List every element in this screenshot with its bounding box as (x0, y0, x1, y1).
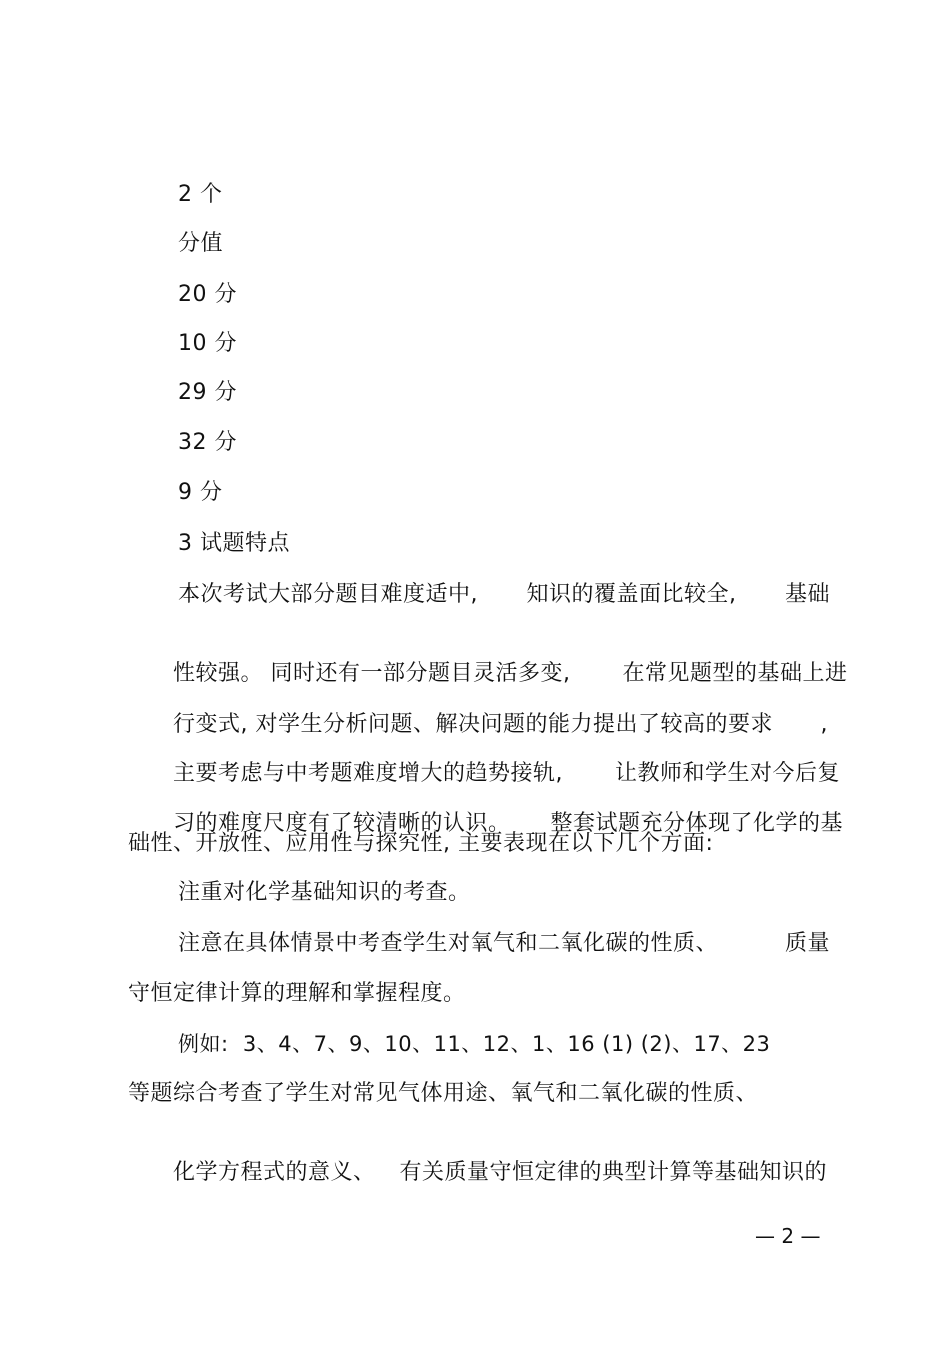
line-score-header: 分值 (178, 231, 224, 256)
text-segment: 有关质量守恒定律的典型计算等基础知识的 (399, 1160, 827, 1185)
text-segment: 行变式, 对学生分析问题、解决问题的能力提出了较高的要求 (172, 712, 773, 737)
text-segment: 化学方程式的意义、 (172, 1160, 376, 1185)
text-segment: 整套试题充分体现了化学的基 (550, 811, 843, 836)
text-segment: 注意在具体情景中考查学生对氧气和二氧化碳的性质、 (178, 931, 719, 956)
page-number: — 2 — (755, 1224, 821, 1248)
line-score-32: 32 分 (178, 430, 237, 455)
paragraph-line (178, 580, 830, 610)
text-segment: 习的难度尺度有了较清晰的认识。 (172, 811, 511, 836)
text-segment: 主要考虑与中考题难度增大的趋势接轨, (172, 761, 563, 786)
paragraph-line: 守恒定律计算的理解和掌握程度。 (128, 981, 466, 1006)
line-score-10: 10 分 (178, 331, 237, 356)
line-count: 2 个 (178, 182, 223, 207)
line-score-20: 20 分 (178, 282, 237, 307)
section-heading: 3 试题特点 (178, 531, 290, 556)
paragraph-line: 例如: 3、4、7、9、10、11、12、1、16 (1) (2)、17、23 (178, 1032, 771, 1056)
text-segment: 质量 (784, 931, 830, 956)
paragraph-line: 等题综合考查了学生对常见气体用途、氧气和二氧化碳的性质、 (128, 1081, 759, 1106)
line-score-9: 9 分 (178, 480, 223, 505)
subheading: 注重对化学基础知识的考查。 (178, 880, 471, 905)
text-segment: 知识的覆盖面比较全, (526, 582, 737, 607)
text-segment: 让教师和学生对今后复 (614, 761, 840, 786)
paragraph-line (128, 1128, 827, 1218)
line-score-29: 29 分 (178, 380, 237, 405)
paragraph-line: 础性、开放性、应用性与探究性, 主要表现在以下几个方面: (128, 831, 714, 856)
text-segment: 性较强。 同时还有一部分题目灵活多变, (172, 661, 571, 686)
paragraph-line (178, 929, 830, 959)
text-segment: , (820, 712, 828, 737)
text-segment: 在常见题型的基础上进 (622, 661, 848, 686)
text-segment: 基础 (784, 582, 830, 607)
text-segment: 本次考试大部分题目难度适中, (178, 582, 478, 607)
